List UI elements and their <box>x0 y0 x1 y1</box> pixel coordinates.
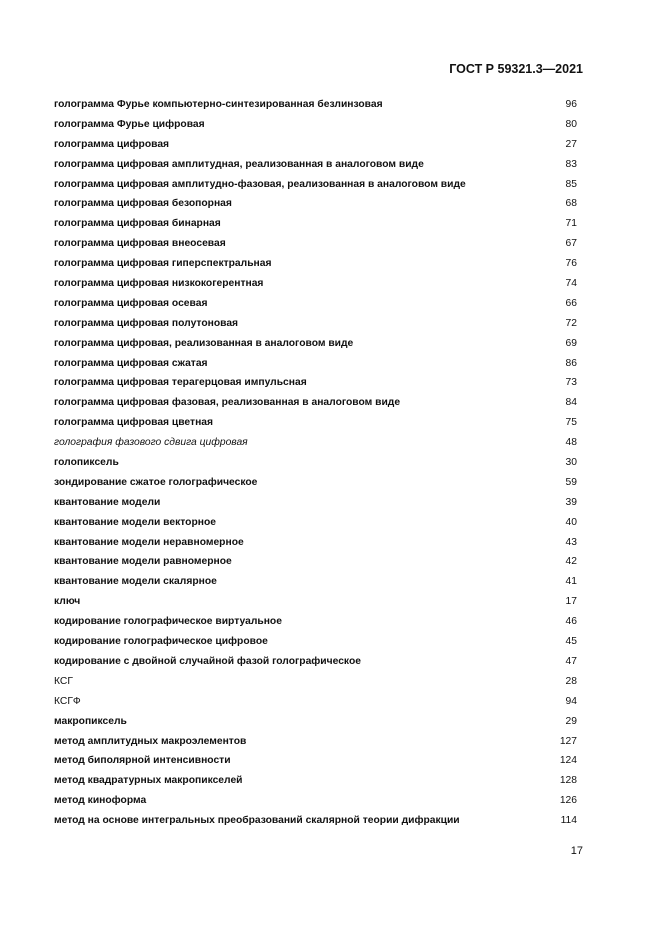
index-term-number: 80 <box>565 118 577 130</box>
index-entry <box>54 157 577 177</box>
index-term-number: 47 <box>565 655 577 667</box>
index-term-number: 43 <box>565 536 577 548</box>
index-term-number: 30 <box>565 457 577 469</box>
index-entry <box>54 137 577 157</box>
index-entry <box>54 117 577 137</box>
index-term: голограмма цифровая амплитудная, реализованная в аналоговом виде <box>54 158 424 170</box>
index-term: квантование модели векторное <box>54 516 216 528</box>
index-term-number: 41 <box>565 576 577 588</box>
document-id: ГОСТ Р 59321.3—2021 <box>449 62 583 76</box>
index-term: кодирование голографическое виртуальное <box>54 616 282 628</box>
index-term-number: 29 <box>565 715 577 727</box>
index-entry <box>54 395 577 415</box>
index-entry <box>54 455 577 475</box>
index-term: метод амплитудных макроэлементов <box>54 735 247 747</box>
index-entry <box>54 435 577 455</box>
index-term: голограмма цифровая внеосевая <box>54 238 226 250</box>
index-term: голограмма цифровая осевая <box>54 297 208 309</box>
index-term-number: 126 <box>559 795 577 807</box>
index-term-number: 84 <box>565 397 577 409</box>
index-term-number: 86 <box>565 357 577 369</box>
index-term-number: 76 <box>565 258 577 270</box>
index-term: голограмма цифровая <box>54 138 170 150</box>
index-term: кодирование голографическое цифровое <box>54 636 268 648</box>
index-term: голограмма цифровая, реализованная в аналоговом виде <box>54 337 354 349</box>
index-term: голограмма цифровая фазовая, реализованная в аналоговом виде <box>54 397 401 409</box>
index-term-number: 74 <box>565 278 577 290</box>
index-term: квантование модели равномерное <box>54 556 232 568</box>
index-entry <box>54 236 577 256</box>
index-term-number: 128 <box>559 775 577 787</box>
index-term: квантование модели <box>54 496 161 508</box>
index-entry <box>54 276 577 296</box>
index-entry <box>54 216 577 236</box>
index-term: голограмма цифровая терагерцовая импульсная <box>54 377 307 389</box>
index-term-number: 42 <box>565 556 577 568</box>
index-term-number: 114 <box>560 815 577 827</box>
term-index-list <box>54 97 577 833</box>
index-term: метод биполярной интенсивности <box>54 755 231 767</box>
index-term: метод квадратурных макропикселей <box>54 775 243 787</box>
index-entry <box>54 196 577 216</box>
index-entry <box>54 773 577 793</box>
index-term: ключ <box>54 596 81 608</box>
index-term-number: 85 <box>565 178 577 190</box>
index-term: голограмма цифровая цветная <box>54 417 214 429</box>
index-term: квантование модели неравномерное <box>54 536 244 548</box>
index-term-number: 28 <box>565 675 577 687</box>
index-term-number: 40 <box>565 516 577 528</box>
index-term-number: 45 <box>565 636 577 648</box>
index-term-number: 39 <box>565 496 577 508</box>
page-number: 17 <box>570 845 583 857</box>
index-term-number: 27 <box>565 138 577 150</box>
index-entry <box>54 614 577 634</box>
index-term: голограмма Фурье компьютерно-синтезированная безлинзовая <box>54 99 383 110</box>
index-term-number: 17 <box>565 596 577 608</box>
index-entry <box>54 574 577 594</box>
index-entry <box>54 375 577 395</box>
index-term: голограмма цифровая амплитудно-фазовая, реализованная в аналоговом виде <box>54 178 466 190</box>
index-term-number: 66 <box>565 297 577 309</box>
index-term: голограмма цифровая сжатая <box>54 357 208 369</box>
index-entry <box>54 336 577 356</box>
index-term-number: 48 <box>565 437 577 449</box>
index-entry <box>54 793 577 813</box>
index-entry <box>54 554 577 574</box>
index-term: метод на основе интегральных преобразований скалярной теории дифракции <box>54 815 460 827</box>
index-entry <box>54 515 577 535</box>
index-entry <box>54 813 577 833</box>
index-term-number: 46 <box>565 616 577 628</box>
index-term: квантование модели скалярное <box>54 576 217 588</box>
index-term: метод киноформа <box>54 795 147 807</box>
index-entry <box>54 753 577 773</box>
index-term-number: 75 <box>565 417 577 429</box>
index-entry <box>54 296 577 316</box>
index-entry <box>54 495 577 515</box>
index-term-number: 68 <box>565 198 577 210</box>
index-entry <box>54 256 577 276</box>
index-entry <box>54 316 577 336</box>
index-term: голограмма цифровая полутоновая <box>54 317 239 329</box>
index-entry <box>54 535 577 555</box>
index-term-number: 124 <box>559 755 577 767</box>
index-term-number: 59 <box>565 476 577 488</box>
index-term-number: 96 <box>565 99 577 110</box>
index-term: голограмма цифровая гиперспектральная <box>54 258 272 270</box>
index-term: КСГ <box>54 675 73 687</box>
index-term: голограмма цифровая бинарная <box>54 218 221 230</box>
index-entry <box>54 694 577 714</box>
index-term: голопиксель <box>54 457 119 469</box>
index-term: голограмма цифровая низкокогерентная <box>54 278 264 290</box>
index-entry <box>54 177 577 197</box>
index-entry <box>54 674 577 694</box>
index-term-number: 94 <box>565 695 577 707</box>
index-term-number: 69 <box>565 337 577 349</box>
index-term: голограмма Фурье цифровая <box>54 118 205 130</box>
index-term: макропиксель <box>54 715 127 727</box>
index-entry <box>54 634 577 654</box>
index-entry <box>54 415 577 435</box>
index-term-number: 73 <box>565 377 577 389</box>
index-term: зондирование сжатое голографическое <box>54 476 258 488</box>
index-term-number: 67 <box>565 238 577 250</box>
index-entry <box>54 734 577 754</box>
index-term-number: 71 <box>565 218 577 230</box>
index-entry <box>54 356 577 376</box>
index-entry <box>54 714 577 734</box>
index-entry <box>54 594 577 614</box>
index-term-number: 83 <box>565 158 577 170</box>
index-term-number: 72 <box>565 317 577 329</box>
index-term: КСГФ <box>54 695 81 707</box>
index-term: кодирование с двойной случайной фазой голографическое <box>54 655 361 667</box>
index-term: голограмма цифровая безопорная <box>54 198 232 210</box>
index-entry <box>54 475 577 495</box>
index-entry <box>54 97 577 117</box>
index-term-number: 127 <box>559 735 577 747</box>
index-entry <box>54 654 577 674</box>
index-term: голография фазового сдвига цифровая <box>54 437 248 449</box>
